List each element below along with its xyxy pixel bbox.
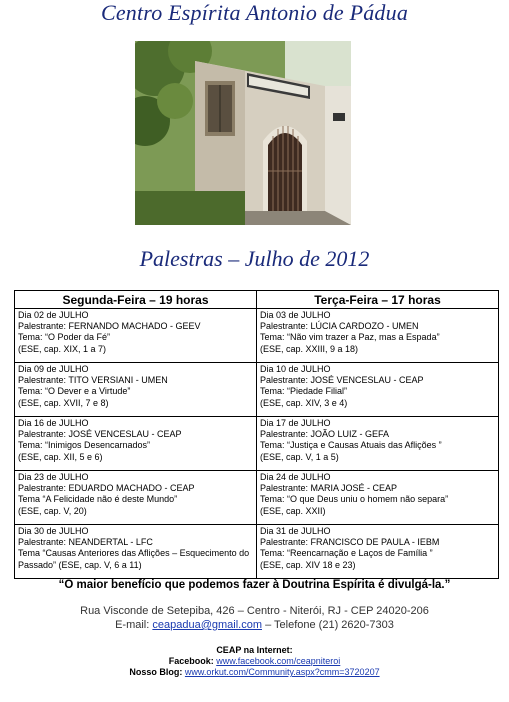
lecture-speaker: Palestrante: EDUARDO MACHADO - CEAP [18,483,195,494]
lecture-date: Dia 30 de JULHO [18,526,89,536]
page-title: Centro Espírita Antonio de Pádua [100,0,409,25]
table-row [15,525,499,579]
blog-label: Nosso Blog: [129,667,183,677]
lecture-reference: (ESE, cap. XII, 5 e 6) [18,451,103,462]
lecture-speaker: Palestrante: NEANDERTAL - LFC [18,537,153,548]
lecture-theme: Tema: “Justiça e Causas Atuais das Aflições ” [260,440,442,451]
building-photo [135,41,351,225]
lecture-theme: Tema: “Não vim trazer a Paz, mas a Espada” [260,332,440,343]
lecture-reference: (ESE, cap. XXII) [260,505,326,516]
lecture-reference: (ESE, cap. XIV 18 e 23) [260,559,356,570]
table-row [15,309,499,363]
lecture-reference: (ESE, cap. XIV, 3 e 4) [260,397,348,408]
lecture-reference: (ESE, cap. XXIII, 9 a 18) [260,343,359,354]
lecture-date: Dia 09 de JULHO [18,364,89,374]
tuesday-lecture-cell [257,525,499,579]
lecture-date: Dia 17 de JULHO [260,418,331,428]
blog-link[interactable]: www.orkut.com/Community.aspx?cmm=3720207 [184,667,380,677]
lecture-date: Dia 02 de JULHO [18,310,89,320]
email-link[interactable]: ceapadua@gmail.com [152,619,262,631]
email-label: E-mail: [115,619,150,631]
monday-lecture-cell [15,525,257,579]
lecture-date: Dia 31 de JULHO [260,526,331,536]
lecture-date: Dia 10 de JULHO [260,364,331,374]
monday-lecture-cell [15,471,257,525]
lecture-speaker: Palestrante: TITO VERSIANI - UMEN [18,375,168,386]
table-row [15,417,499,471]
lecture-speaker: Palestrante: MARIA JOSÉ - CEAP [260,483,398,494]
lecture-speaker: Palestrante: JOÃO LUIZ - GEFA [260,429,390,440]
lecture-theme: Tema: “Reencarnação e Laços de Família ” [260,548,433,559]
schedule-table [14,290,499,579]
tuesday-lecture-cell [257,417,499,471]
lecture-theme: Tema: “Inimigos Desencarnados” [18,440,151,451]
lecture-theme: Tema: “O que Deus uniu o homem não separa” [260,494,449,505]
lecture-theme: Tema “A Felicidade não é deste Mundo” [18,494,178,505]
column-header-monday: Segunda-Feira – 19 horas [15,291,257,309]
address-line: Rua Visconde de Setepiba, 426 – Centro - Niterói, RJ - CEP 24020-206 [80,605,429,617]
monday-lecture-cell [15,417,257,471]
internet-block [0,645,509,678]
lecture-theme: Tema: “O Dever e a Virtude” [18,386,131,397]
contact-line [0,618,509,632]
facebook-label: Facebook: [168,656,214,666]
address-block [0,604,509,632]
lecture-speaker: Palestrante: JOSÉ VENCESLAU - CEAP [260,375,424,386]
lecture-date: Dia 24 de JULHO [260,472,331,482]
tuesday-lecture-cell [257,309,499,363]
lecture-date: Dia 16 de JULHO [18,418,89,428]
lecture-reference: (ESE, cap. XIX, 1 a 7) [18,343,107,354]
page-subtitle: Palestras – Julho de 2012 [139,246,370,271]
lecture-speaker: Palestrante: LÚCIA CARDOZO - UMEN [260,321,419,332]
lecture-speaker: Palestrante: FRANCISCO DE PAULA - IEBM [260,537,440,548]
lecture-theme: Tema “Causas Anteriores das Aflições – Esquecimento do Passado” (ESE, cap. V, 6 a 11) [18,548,250,570]
tuesday-lecture-cell [257,363,499,417]
lecture-theme: Tema: “Piedade Filial” [260,386,348,397]
lecture-date: Dia 03 de JULHO [260,310,331,320]
phone-text: – Telefone (21) 2620-7303 [265,619,394,631]
internet-heading: CEAP na Internet: [216,645,293,655]
lecture-date: Dia 23 de JULHO [18,472,89,482]
lecture-reference: (ESE, cap. V, 20) [18,505,87,516]
facebook-link[interactable]: www.facebook.com/ceapniteroi [216,656,341,666]
table-row [15,363,499,417]
column-header-tuesday: Terça-Feira – 17 horas [257,291,499,309]
tuesday-lecture-cell [257,471,499,525]
table-header-row [15,291,499,309]
lecture-reference: (ESE, cap. V, 1 a 5) [260,451,339,462]
monday-lecture-cell [15,363,257,417]
lecture-reference: (ESE, cap. XVII, 7 e 8) [18,397,109,408]
lecture-speaker: Palestrante: FERNANDO MACHADO - GEEV [18,321,201,332]
monday-lecture-cell [15,309,257,363]
lecture-theme: Tema: “O Poder da Fé” [18,332,111,343]
quote: “O maior benefício que podemos fazer à Doutrina Espírita é divulgá-la.” [58,579,451,591]
lecture-speaker: Palestrante: JOSÉ VENCESLAU - CEAP [18,429,182,440]
table-row [15,471,499,525]
